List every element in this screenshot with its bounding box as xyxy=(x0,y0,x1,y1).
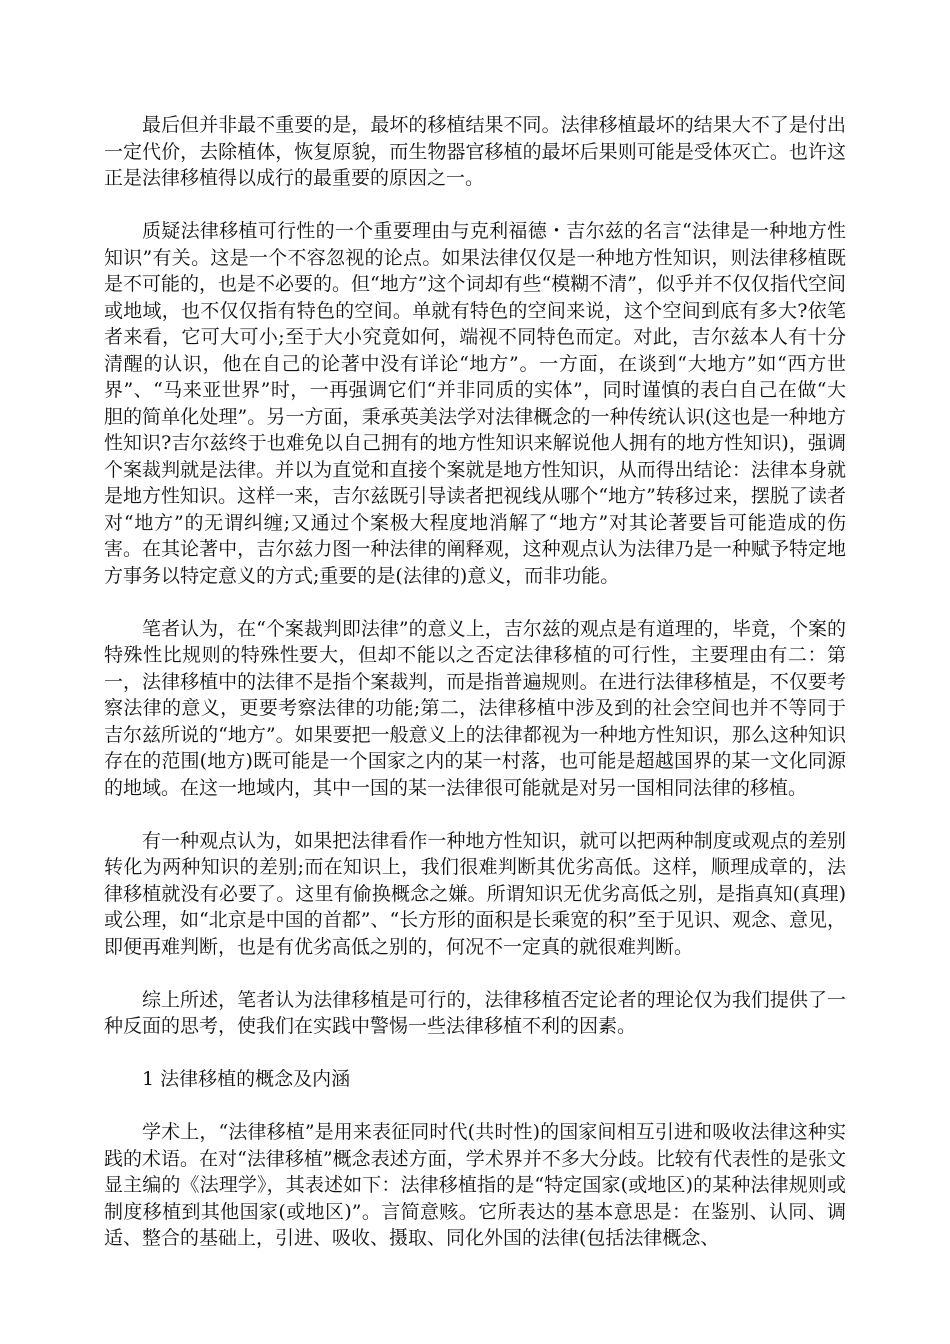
paragraph-3: 笔者认为，在“个案裁判即法律”的意义上，吉尔兹的观点是有道理的，毕竟，个案的特殊性比规则的特殊性要大，但却不能以之否定法律移植的可行性，主要理由有二：第一，法律移植中的法律不是指个案裁判，而是指普遍规则。在进行法律移植是，不仅要考察法律的意义，更要考察法律的功能;第二，法律移植中涉及到的社会空间也并不等同于吉尔兹所说的“地方”。如果要把一般意义上的法律都视为一种地方性知识，那么这种知识存在的范围(地方)既可能是一个国家之内的某一村落，也可能是超越国界的某一文化同源的地域。在这一地域内，其中一国的某一法律很可能就是对另一国相同法律的移植。 xyxy=(104,617,846,799)
document-page xyxy=(104,112,846,1278)
paragraph-5: 综上所述，笔者认为法律移植是可行的，法律移植否定论者的理论仅为我们提供了一种反面的思考，使我们在实践中警惕一些法律移植不利的因素。 xyxy=(104,988,846,1037)
paragraph-2: 质疑法律移植可行性的一个重要理由与克利福德・吉尔兹的名言“法律是一种地方性知识”有关。这是一个不容忽视的论点。如果法律仅仅是一种地方性知识，则法律移植既是不可能的，也是不必要的。但“地方”这个词却有些“模糊不清”，似乎并不仅仅指代空间或地域，也不仅仅指有特色的空间。单就有特色的空间来说，这个空间到底有多大?依笔者来看，它可大可小;至于大小究竟如何，端视不同特色而定。对此，吉尔兹本人有十分清醒的认识，他在自己的论著中没有详论“地方”。一方面，在谈到“大地方”如“西方世界”、“马来亚世界”时，一再强调它们“并非同质的实体”，同时谨慎的表白自己在做“大胆的简单化处理”。另一方面，秉承英美法学对法律概念的一种传统认识(这也是一种地方性知识?吉尔兹终于也难免以自己拥有的地方性知识来解说他人拥有的地方性知识)，强调个案裁判就是法律。并以为直觉和直接个案就是地方性知识，从而得出结论：法律本身就是地方性知识。这样一来，吉尔兹既引导读者把视线从哪个“地方”转移过来，摆脱了读者对“地方”的无谓纠缠;又通过个案极大程度地消解了“地方”对其论著要旨可能造成的伤害。在其论著中，吉尔兹力图一种法律的阐释观，这种观点认为法律乃是一种赋予特定地方事务以特定意义的方式;重要的是(法律的)意义，而非功能。 xyxy=(104,220,846,587)
paragraph-4: 有一种观点认为，如果把法律看作一种地方性知识，就可以把两种制度或观点的差别转化为两种知识的差别;而在知识上，我们很难判断其优劣高低。这样，顺理成章的，法律移植就没有必要了。这里有偷换概念之嫌。所谓知识无优劣高低之别，是指真知(真理)或公理，如“北京是中国的首都”、“长方形的面积是长乘宽的积”至于见识、观念、意见，即便再难判断，也是有优劣高低之别的，何况不一定真的就很难判断。 xyxy=(104,829,846,958)
paragraph-6: 学术上，“法律移植”是用来表征同时代(共时性)的国家间相互引进和吸收法律这种实践的术语。在对“法律移植”概念表述方面，学术界并不多大分歧。比较有代表性的是张文显主编的《法理学》，其表述如下：法律移植指的是“特定国家(或地区)的某种法律规则或制度移植到其他国家(或地区)”。言简意赅。它所表达的基本意思是：在鉴别、认同、调适、整合的基础上，引进、吸收、摄取、同化外国的法律(包括法律概念、 xyxy=(104,1121,846,1249)
paragraph-1: 最后但并非最不重要的是，最坏的移植结果不同。法律移植最坏的结果大不了是付出一定代价，去除植体，恢复原貌，而生物器官移植的最坏后果则可能是受体灭亡。也许这正是法律移植得以成行的最重要的原因之一。 xyxy=(104,114,846,189)
section-heading: 1 法律移植的概念及内涵 xyxy=(142,1068,351,1090)
